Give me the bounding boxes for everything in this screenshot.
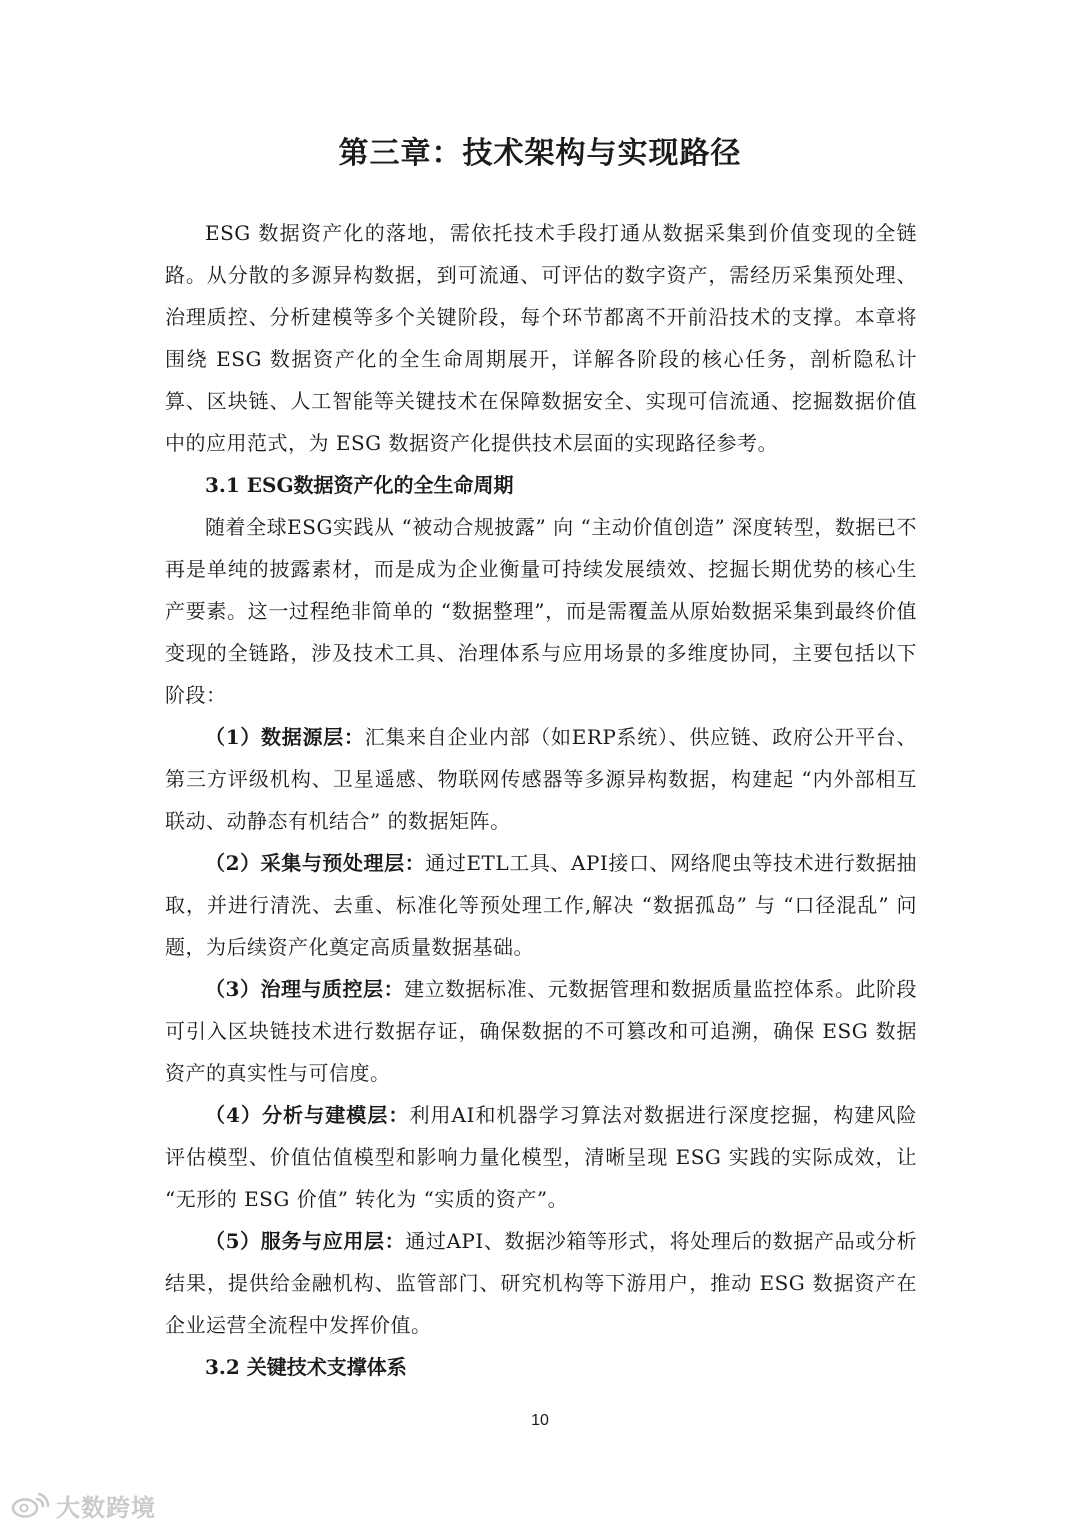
list-item bbox=[165, 1094, 917, 1220]
intro-paragraph: ESG 数据资产化的落地，需依托技术手段打通从数据采集到价值变现的全链路。从分散的多源异构数据，到可流通、可评估的数字资产，需经历采集预处理、治理质控、分析建模等多个关键阶段，每个环节都离不开前沿技术的支撑。本章将围绕 ESG 数据资产化的全生命周期展开，详解各阶段的核心任务，剖析隐私计算、区块链、人工智能等关键技术在保障数据安全、实现可信流通、挖掘数据价值中的应用范式，为 ESG 数据资产化提供技术层面的实现路径参考。 bbox=[165, 221, 917, 455]
section-lead-paragraph: 随着全球ESG实践从 “被动合规披露” 向 “主动价值创造” 深度转型，数据已不再是单纯的披露素材，而是成为企业衡量可持续发展绩效、挖掘长期优势的核心生产要素。这一过程绝非简单的 “数据整理”，而是需覆盖从原始数据采集到最终价值变现的全链路，涉及技术工具、治理体系与应用场景的多维度协同，主要包括以下阶段： bbox=[165, 515, 917, 707]
page-number: 10 bbox=[531, 1412, 549, 1429]
list-item-text: 通过API、数据沙箱等形式，将处理后的数据产品或分析结果，提供给金融机构、监管部门、研究机构等下游用户，推动 ESG 数据资产在企业运营全流程中发挥价值。 bbox=[165, 1229, 917, 1337]
watermark bbox=[10, 1488, 156, 1523]
list-item bbox=[165, 842, 917, 968]
list-item-text: 建立数据标准、元数据管理和数据质量监控体系。此阶段可引入区块链技术进行数据存证，确保数据的不可篡改和可追溯，确保 ESG 数据资产的真实性与可信度。 bbox=[165, 977, 918, 1085]
list-item-text: 汇集来自企业内部（如ERP系统）、供应链、政府公开平台、第三方评级机构、卫星遥感、物联网传感器等多源异构数据，构建起 “内外部相互联动、动静态有机结合” 的数据矩阵。 bbox=[165, 725, 917, 833]
list-item-label: （3）治理与质控层： bbox=[205, 977, 405, 1001]
list-item-label: （5）服务与应用层： bbox=[205, 1229, 406, 1253]
document-body bbox=[165, 212, 917, 1388]
list-item-text: 通过ETL工具、API接口、网络爬虫等技术进行数据抽取，并进行清洗、去重、标准化等预处理工作,解决 “数据孤岛” 与 “口径混乱” 问题，为后续资产化奠定高质量数据基础。 bbox=[165, 851, 917, 959]
watermark-text: 大数跨境 bbox=[56, 1495, 156, 1522]
section-heading-3-2: 3.2 关键技术支撑体系 bbox=[205, 1355, 407, 1379]
list-item-label: （1）数据源层： bbox=[205, 725, 365, 749]
page-title: 第三章：技术架构与实现路径 bbox=[338, 136, 742, 171]
section-heading-3-1: 3.1 ESG数据资产化的全生命周期 bbox=[205, 473, 514, 497]
list-item-label: （4）分析与建模层： bbox=[205, 1103, 410, 1127]
weibo-logo-icon bbox=[10, 1493, 50, 1519]
list-item bbox=[165, 968, 917, 1094]
list-item-text: 利用AI和机器学习算法对数据进行深度挖掘，构建风险评估模型、价值估值模型和影响力量化模型，清晰呈现 ESG 实践的实际成效，让 “无形的 ESG 价值” 转化为 “实质的资产”。 bbox=[165, 1103, 918, 1211]
list-item bbox=[165, 1220, 917, 1346]
list-item bbox=[165, 716, 917, 842]
list-item-label: （2）采集与预处理层： bbox=[205, 851, 426, 875]
